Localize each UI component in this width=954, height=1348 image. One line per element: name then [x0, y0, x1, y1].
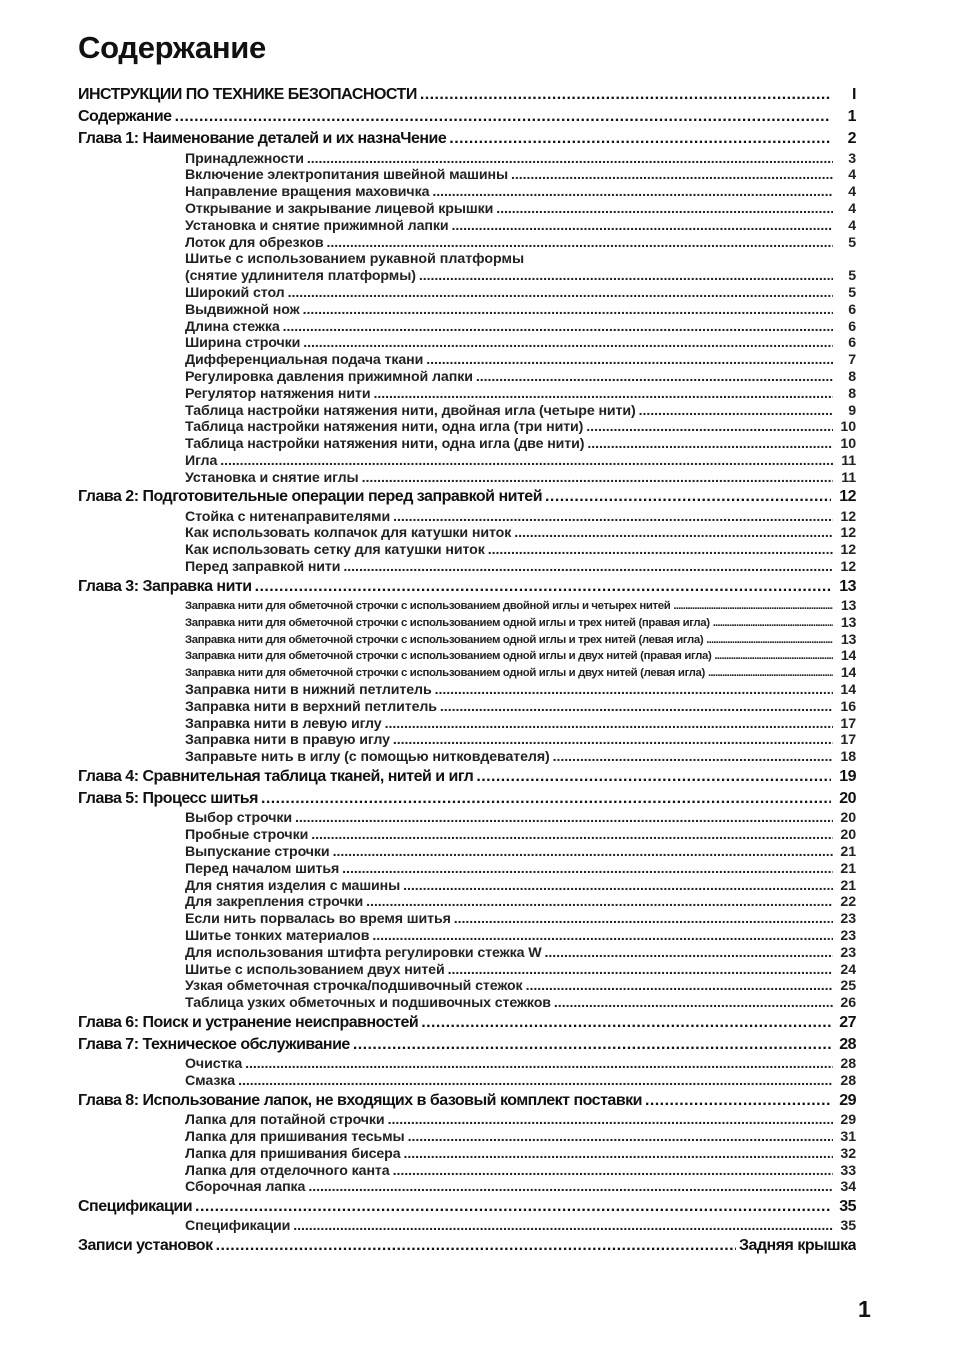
toc-entry-page: 4: [848, 167, 856, 184]
toc-section-entry: [78, 201, 856, 218]
toc-entry-title: Глава 1: Наименование деталей и их назнаЧение: [78, 130, 447, 148]
dot-leader: [496, 201, 833, 218]
toc-section-entry: [78, 218, 856, 235]
toc-entry-title: Заправка нити для обметочной строчки с использованием одной иглы и двух нитей (левая игла): [185, 667, 705, 680]
toc-entry-page: 4: [848, 184, 856, 201]
toc-section-entry: [78, 615, 856, 632]
toc-entry-title: Регулировка давления прижимной лапки: [185, 368, 473, 385]
toc-entry-title: Заправьте нить в иглу (с помощью нитковдевателя): [185, 749, 550, 766]
toc-chapter-entry: [78, 487, 856, 509]
toc-section-entry: [78, 682, 856, 699]
toc-entry-page: 10: [840, 419, 856, 436]
dot-leader: [673, 598, 833, 615]
toc-entry-page: 13: [840, 614, 856, 631]
dot-leader: [488, 542, 833, 559]
dot-leader: [175, 106, 831, 128]
toc-entry-page: 18: [840, 749, 856, 766]
toc-entry-page: 7: [848, 352, 856, 369]
toc-section-entry: [78, 251, 856, 268]
toc-entry-page: 31: [840, 1128, 856, 1145]
toc-entry-title: Заправка нити в правую иглу: [185, 732, 390, 749]
toc-entry-title: Выпускание строчки: [185, 844, 330, 860]
toc-entry-title: Шитье с использованием двух нитей: [185, 961, 445, 978]
toc-entry-page: 5: [848, 234, 856, 251]
toc-entry-page: 23: [840, 911, 856, 928]
toc-entry-page: 14: [840, 682, 856, 699]
dot-leader: [238, 1073, 833, 1090]
toc-section-entry: [78, 1073, 856, 1090]
toc-entry-title: Стойка с нитенаправителями: [185, 508, 391, 525]
dot-leader: [553, 749, 833, 766]
toc-entry-title: Перед началом шитья: [185, 860, 340, 877]
toc-section-entry: [78, 386, 856, 403]
toc-section-entry: [78, 827, 856, 844]
toc-section-entry: [78, 962, 856, 979]
toc-entry-page: 9: [848, 402, 856, 419]
toc-section-entry: [78, 1146, 856, 1163]
dot-leader: [514, 525, 833, 542]
toc-chapter-entry: [78, 128, 856, 150]
toc-section-entry: [78, 403, 856, 420]
dot-leader: [311, 827, 833, 844]
toc-section-entry: [78, 844, 856, 861]
toc-entry-page: 13: [839, 577, 856, 595]
dot-leader: [476, 369, 833, 386]
dot-leader: [511, 167, 833, 184]
toc-entry-title: Установка и снятие иглы: [185, 469, 359, 486]
toc-entry-page: 35: [839, 1198, 856, 1216]
toc-section-entry: [78, 1056, 856, 1073]
toc-entry-title: Таблица настройки натяжения нити, одна игла (две нити): [185, 436, 585, 453]
toc-entry-page: 6: [848, 318, 856, 335]
toc-section-entry: [78, 525, 856, 542]
toc-entry-title: Принадлежности: [185, 150, 304, 167]
dot-leader: [393, 509, 833, 526]
dot-leader: [440, 699, 833, 716]
dot-leader: [373, 386, 833, 403]
toc-section-entry: [78, 749, 856, 766]
toc-section-entry: [78, 632, 856, 649]
toc-entry-title: Широкий стол: [185, 284, 285, 301]
toc-entry-title: Заправка нити в нижний петлитель: [185, 682, 432, 699]
toc-entry-title: Для снятия изделия с машины: [185, 877, 401, 894]
toc-entry-title: Смазка: [185, 1073, 236, 1090]
page-number: 1: [858, 1296, 871, 1322]
toc-entry-page: 19: [839, 768, 856, 786]
toc-chapter-entry: [78, 1196, 856, 1218]
toc-entry-page: 8: [848, 385, 856, 402]
toc-section-entry: [78, 945, 856, 962]
toc-entry-title: Регулятор натяжения нити: [185, 385, 371, 402]
dot-leader: [245, 1056, 833, 1073]
toc-entry-page: 21: [840, 860, 856, 877]
toc-section-entry: [78, 878, 856, 895]
toc-chapter-entry: [78, 84, 856, 106]
toc-entry-page: Задняя крышка: [738, 1237, 856, 1255]
dot-leader: [545, 487, 831, 509]
dot-leader: [327, 235, 833, 252]
dot-leader: [195, 1196, 831, 1218]
toc-entry-title: Таблица настройки натяжения нити, двойная игла (четыре нити): [185, 402, 636, 419]
toc-entry-page: 13: [840, 631, 856, 648]
toc-entry-title: Заправка нити для обметочной строчки с использованием одной иглы и трех нитей (правая игла): [185, 616, 710, 629]
toc-entry-title: Лапка для потайной строчки: [185, 1112, 385, 1129]
toc-section-entry: [78, 369, 856, 386]
toc-entry-page: 5: [848, 284, 856, 301]
toc-entry-title: Пробные строчки: [185, 827, 309, 844]
toc-entry-title: Глава 7: Техническое обслуживание: [78, 1036, 350, 1054]
toc-entry-title: Глава 4: Сравнительная таблица тканей, нитей и игл: [78, 768, 474, 786]
toc-entry-page: I: [852, 85, 856, 103]
toc-entry-title: Узкая обметочная строчка/подшивочный стежок: [185, 978, 523, 995]
toc-section-entry: [78, 352, 856, 369]
toc-entry-page: 28: [839, 1036, 856, 1054]
toc-entry-title: Ширина строчки: [185, 335, 301, 352]
toc-entry-title: Таблица узких обметочных и подшивочных стежков: [185, 995, 551, 1012]
toc-entry-page: 20: [840, 810, 856, 827]
toc-section-entry: [78, 235, 856, 252]
toc-entry-title: Глава 2: Подготовительные операции перед заправкой нитей: [78, 488, 543, 506]
toc-entry-page: 8: [848, 368, 856, 385]
dot-leader: [587, 436, 833, 453]
toc-entry-page: 6: [848, 335, 856, 352]
toc-entry-title: Длина стежка: [185, 318, 280, 335]
toc-entry-title: Выдвижной нож: [185, 301, 300, 318]
toc-entry-page: 29: [839, 1091, 856, 1109]
toc-entry-title: Заправка нити в верхний петлитель: [185, 698, 437, 715]
toc-section-entry: [78, 184, 856, 201]
dot-leader: [708, 665, 833, 682]
toc-entry-title: Спецификации: [185, 1218, 291, 1235]
table-of-contents: [78, 84, 856, 1257]
dot-leader: [366, 894, 833, 911]
toc-entry-page: 12: [840, 508, 856, 525]
dot-leader: [554, 995, 833, 1012]
toc-chapter-entry: [78, 1235, 856, 1257]
toc-entry-page: 4: [848, 217, 856, 234]
dot-leader: [288, 285, 833, 302]
toc-entry-page: 23: [840, 927, 856, 944]
dot-leader: [448, 962, 833, 979]
toc-entry-title: Шитье тонких материалов: [185, 927, 370, 944]
dot-leader: [283, 319, 833, 336]
dot-leader: [308, 1179, 833, 1196]
toc-entry-title: Заправка нити для обметочной строчки с использованием одной иглы и трех нитей (левая игла): [185, 633, 704, 646]
toc-entry-page: 20: [839, 790, 856, 808]
toc-entry-title: Дифференциальная подача ткани: [185, 352, 424, 369]
dot-leader: [404, 1146, 833, 1163]
dot-leader: [639, 403, 833, 420]
toc-entry-page: 22: [840, 894, 856, 911]
page-title: Содержание: [78, 30, 266, 65]
toc-entry-title: Лоток для обрезков: [185, 234, 324, 251]
dot-leader: [372, 928, 833, 945]
toc-section-entry: [78, 995, 856, 1012]
toc-entry-title: Шитье с использованием рукавной платформы: [185, 251, 525, 268]
toc-section-entry: [78, 894, 856, 911]
toc-section-entry: [78, 268, 856, 285]
toc-section-entry: [78, 928, 856, 945]
toc-entry-page: 12: [840, 542, 856, 559]
toc-entry-title: Включение электропитания швейной машины: [185, 167, 508, 184]
toc-chapter-entry: [78, 106, 856, 128]
toc-entry-title: Лапка для отделочного канта: [185, 1162, 390, 1179]
toc-entry-title: Записи установок: [78, 1237, 213, 1255]
toc-section-entry: [78, 1179, 856, 1196]
toc-entry-page: 21: [840, 844, 856, 860]
dot-leader: [333, 844, 833, 861]
toc-entry-title: (снятие удлинителя платформы): [185, 268, 416, 285]
dot-leader: [432, 184, 833, 201]
dot-leader: [645, 1090, 831, 1112]
dot-leader: [408, 1129, 833, 1146]
toc-entry-page: 32: [840, 1145, 856, 1162]
dot-leader: [454, 911, 833, 928]
dot-leader: [586, 419, 833, 436]
toc-entry-title: Таблица настройки натяжения нити, одна игла (три нити): [185, 419, 584, 436]
dot-leader: [421, 1012, 831, 1034]
toc-section-entry: [78, 1163, 856, 1180]
toc-entry-title: Заправка нити для обметочной строчки с использованием одной иглы и двух нитей (правая игла): [185, 650, 712, 663]
dot-leader: [261, 788, 831, 810]
dot-leader: [303, 302, 833, 319]
toc-entry-page: 26: [840, 995, 856, 1012]
toc-entry-page: 20: [840, 827, 856, 844]
toc-section-entry: [78, 665, 856, 682]
toc-entry-page: 12: [840, 525, 856, 542]
toc-entry-page: 24: [840, 961, 856, 978]
toc-chapter-entry: [78, 1034, 856, 1056]
dot-leader: [449, 128, 831, 150]
toc-entry-title: Для использования штифта регулировки стежка W: [185, 944, 542, 961]
toc-entry-title: Содержание: [78, 108, 172, 126]
toc-section-entry: [78, 335, 856, 352]
dot-leader: [343, 559, 833, 576]
dot-leader: [293, 1218, 833, 1235]
toc-entry-title: Спецификации: [78, 1198, 193, 1216]
toc-entry-page: 27: [839, 1013, 856, 1031]
toc-entry-page: 1: [847, 108, 856, 126]
toc-entry-title: Глава 3: Заправка нити: [78, 577, 252, 595]
dot-leader: [307, 151, 833, 168]
toc-entry-title: Глава 6: Поиск и устранение неисправностей: [78, 1013, 419, 1031]
dot-leader: [476, 766, 831, 788]
dot-leader: [713, 615, 833, 632]
dot-leader: [220, 453, 833, 470]
dot-leader: [451, 218, 833, 235]
toc-section-entry: [78, 598, 856, 615]
toc-entry-page: 29: [840, 1112, 856, 1129]
dot-leader: [526, 978, 833, 995]
toc-entry-page: 5: [848, 268, 856, 285]
toc-entry-page: 14: [840, 665, 856, 682]
dot-leader: [393, 1163, 833, 1180]
dot-leader: [714, 648, 833, 665]
toc-entry-title: Если нить порвалась во время шитья: [185, 911, 451, 928]
toc-section-entry: [78, 810, 856, 827]
toc-section-entry: [78, 542, 856, 559]
toc-entry-title: Перед заправкой нити: [185, 559, 341, 576]
toc-chapter-entry: [78, 1090, 856, 1112]
toc-section-entry: [78, 151, 856, 168]
toc-section-entry: [78, 911, 856, 928]
toc-entry-title: Лапка для пришивания бисера: [185, 1145, 401, 1162]
toc-entry-title: Глава 8: Использование лапок, не входящих в базовый комплект поставки: [78, 1091, 642, 1109]
toc-entry-page: 34: [840, 1179, 856, 1196]
toc-entry-title: Открывание и закрывание лицевой крышки: [185, 200, 494, 217]
dot-leader: [255, 576, 831, 598]
toc-section-entry: [78, 1112, 856, 1129]
toc-section-entry: [78, 167, 856, 184]
toc-chapter-entry: [78, 1012, 856, 1034]
toc-entry-page: 28: [840, 1073, 856, 1090]
toc-entry-page: 12: [840, 559, 856, 576]
dot-leader: [419, 268, 833, 285]
toc-section-entry: [78, 648, 856, 665]
toc-section-entry: [78, 699, 856, 716]
dot-leader: [385, 716, 833, 733]
toc-entry-page: 2: [847, 130, 856, 148]
toc-section-entry: [78, 1129, 856, 1146]
toc-entry-title: Глава 5: Процесс шитья: [78, 790, 258, 808]
toc-entry-page: 17: [840, 715, 856, 732]
toc-section-entry: [78, 319, 856, 336]
toc-section-entry: [78, 978, 856, 995]
toc-chapter-entry: [78, 576, 856, 598]
dot-leader: [303, 335, 833, 352]
dot-leader: [706, 632, 833, 649]
toc-section-entry: [78, 302, 856, 319]
toc-entry-title: Установка и снятие прижимной лапки: [185, 217, 449, 234]
toc-entry-title: Как использовать сетку для катушки ниток: [185, 542, 485, 559]
toc-section-entry: [78, 861, 856, 878]
dot-leader: [295, 810, 833, 827]
toc-section-entry: [78, 509, 856, 526]
dot-leader: [362, 470, 833, 487]
dot-leader: [435, 682, 833, 699]
dot-leader: [393, 732, 833, 749]
toc-entry-page: 3: [848, 150, 856, 167]
toc-entry-title: Очистка: [185, 1056, 243, 1073]
toc-entry-page: 35: [840, 1218, 856, 1235]
toc-section-entry: [78, 436, 856, 453]
toc-entry-page: 21: [840, 877, 856, 894]
toc-section-entry: [78, 716, 856, 733]
toc-entry-page: 25: [840, 978, 856, 995]
dot-leader: [388, 1112, 833, 1129]
dot-leader: [545, 945, 833, 962]
toc-section-entry: [78, 732, 856, 749]
toc-section-entry: [78, 419, 856, 436]
toc-section-entry: [78, 1218, 856, 1235]
toc-section-entry: [78, 453, 856, 470]
toc-chapter-entry: [78, 766, 856, 788]
toc-entry-page: 6: [848, 301, 856, 318]
toc-entry-page: 28: [840, 1056, 856, 1073]
toc-entry-title: Направление вращения маховичка: [185, 184, 430, 201]
dot-leader: [403, 878, 833, 895]
toc-entry-title: Выбор строчки: [185, 810, 292, 827]
toc-section-entry: [78, 285, 856, 302]
toc-entry-title: Для закрепления строчки: [185, 894, 364, 911]
toc-entry-page: 4: [848, 200, 856, 217]
toc-entry-page: 14: [840, 648, 856, 665]
toc-entry-title: Как использовать колпачок для катушки ниток: [185, 525, 512, 542]
toc-entry-title: Заправка нити для обметочной строчки с использованием двойной иглы и четырех нитей: [185, 600, 671, 613]
toc-entry-page: 16: [840, 698, 856, 715]
toc-entry-page: 33: [840, 1162, 856, 1179]
dot-leader: [216, 1235, 736, 1257]
toc-entry-page: 13: [840, 598, 856, 615]
toc-entry-title: Лапка для пришивания тесьмы: [185, 1128, 405, 1145]
toc-entry-page: 11: [841, 469, 856, 486]
dot-leader: [426, 352, 833, 369]
toc-entry-page: 11: [841, 452, 856, 469]
toc-section-entry: [78, 470, 856, 487]
toc-entry-title: Заправка нити в левую иглу: [185, 715, 382, 732]
toc-entry-page: 12: [839, 488, 856, 506]
toc-entry-title: ИНСТРУКЦИИ ПО ТЕХНИКЕ БЕЗОПАСНОСТИ: [78, 85, 417, 103]
toc-entry-title: Сборочная лапка: [185, 1179, 306, 1196]
dot-leader: [420, 84, 831, 106]
toc-section-entry: [78, 559, 856, 576]
toc-entry-page: 17: [840, 732, 856, 749]
dot-leader: [342, 861, 833, 878]
toc-entry-page: 10: [840, 436, 856, 453]
toc-entry-page: 23: [840, 944, 856, 961]
dot-leader: [353, 1034, 831, 1056]
toc-chapter-entry: [78, 788, 856, 810]
toc-entry-title: Игла: [185, 452, 218, 469]
